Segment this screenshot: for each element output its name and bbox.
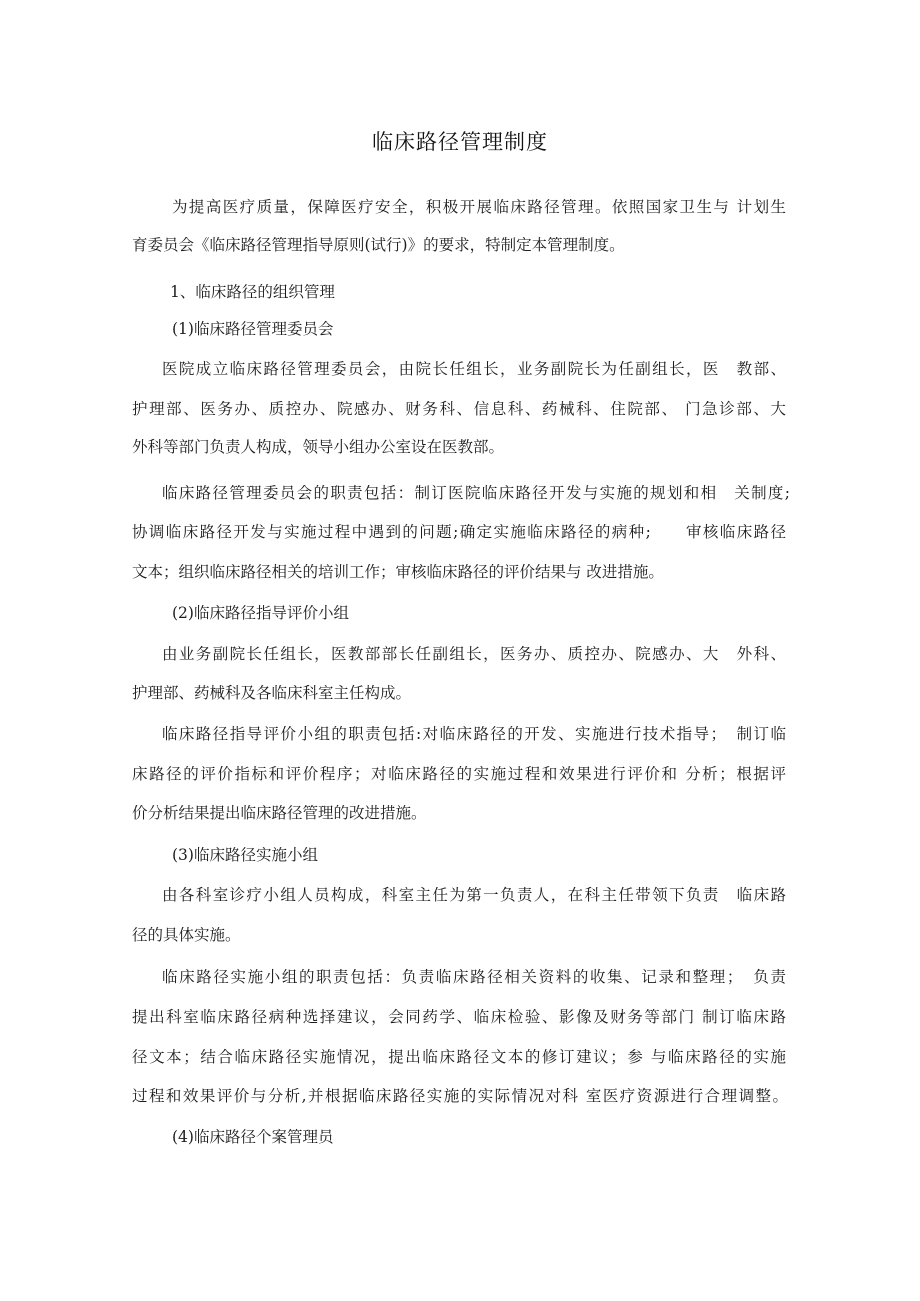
paragraph-line: 临床路径实施小组的职责包括：负责临床路径相关资料的收集、记录和整理； 负责 (162, 968, 786, 986)
subsection-heading: (2)临床路径指导评价小组 (172, 604, 349, 622)
paragraph-line: 育委员会《临床路径管理指导原则(试行)》的要求，特制定本管理制度。 (132, 236, 625, 254)
section-heading: 1、临床路径的组织管理 (170, 283, 335, 301)
paragraph-line: 提出科室临床路径病种选择建议，会同药学、临床检验、影像及财务等部门 制订临床路 (132, 1008, 786, 1026)
paragraph-line: 为提高医疗质量，保障医疗安全，积极开展临床路径管理。依照国家卫生与 计划生 (172, 198, 786, 216)
paragraph-line: 径文本；结合临床路径实施情况，提出临床路径文本的修订建议；参 与临床路径的实施 (132, 1048, 786, 1066)
paragraph-line: 由业务副院长任组长，医教部部长任副组长，医务办、质控办、院感办、大 外科、 (162, 645, 786, 663)
paragraph-line: 协调临床路径开发与实施过程中遇到的问题;确定实施临床路径的病种; 审核临床路径 (132, 523, 786, 541)
paragraph-line: 护理部、医务办、质控办、院感办、财务科、信息科、药械科、住院部、 门急诊部、大 (132, 400, 786, 418)
paragraph-line: 临床路径指导评价小组的职责包括:对临床路径的开发、实施进行技术指导； 制订临 (162, 725, 786, 743)
paragraph-line: 价分析结果提出临床路径管理的改进措施。 (132, 804, 427, 822)
paragraph-line: 临床路径管理委员会的职责包括：制订医院临床路径开发与实施的规划和相 关制度; (162, 484, 790, 502)
document-title: 临床路径管理制度 (372, 130, 548, 154)
subsection-heading: (3)临床路径实施小组 (172, 846, 318, 864)
paragraph-line: 医院成立临床路径管理委员会，由院长任组长，业务副院长为任副组长，医 教部、 (162, 360, 786, 378)
paragraph-line: 护理部、药械科及各临床科室主任构成。 (132, 684, 412, 702)
paragraph-line: 床路径的评价指标和评价程序；对临床路径的实施过程和效果进行评价和 分析；根据评 (132, 765, 786, 783)
subsection-heading: (1)临床路径管理委员会 (172, 320, 334, 338)
paragraph-line: 外科等部门负责人构成，领导小组办公室设在医教部。 (132, 438, 505, 456)
paragraph-line: 由各科室诊疗小组人员构成，科室主任为第一负责人，在科主任带领下负责 临床路 (162, 886, 786, 904)
paragraph-line: 过程和效果评价与分析,并根据临床路径实施的实际情况对科 室医疗资源进行合理调整。 (132, 1087, 788, 1105)
paragraph-line: 径的具体实施。 (132, 926, 241, 944)
paragraph-line: 文本；组织临床路径相关的培训工作；审核临床路径的评价结果与 改进措施。 (132, 563, 664, 581)
subsection-heading: (4)临床路径个案管理员 (172, 1128, 334, 1146)
